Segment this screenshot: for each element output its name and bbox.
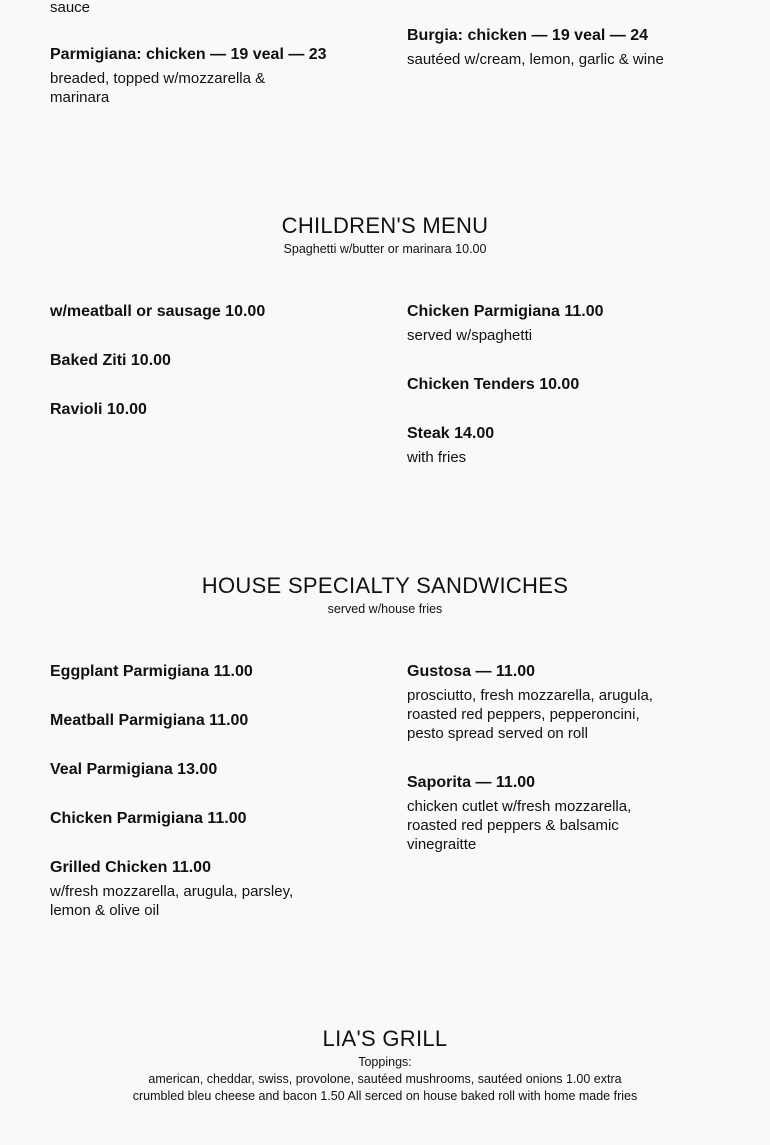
menu-item-description: chicken cutlet w/fresh mozzarella, roasted red peppers & balsamic vinegraitte: [407, 798, 632, 853]
menu-item-name: Gustosa — 11.00: [407, 663, 536, 680]
menu-item-name: w/meatball or sausage 10.00: [50, 303, 266, 320]
menu-item-name: Veal Parmigiana 13.00: [50, 761, 218, 778]
previous-item-description-fragment: sauce: [50, 0, 91, 16]
grill-toppings-label: Toppings:: [358, 1055, 412, 1069]
menu-item-name: Eggplant Parmigiana 11.00: [50, 663, 253, 680]
menu-item: [50, 351, 350, 371]
menu-item-name: Chicken Parmigiana 11.00: [50, 810, 247, 827]
menu-item-name: Grilled Chicken 11.00: [50, 859, 211, 876]
grill-toppings-list: american, cheddar, swiss, provolone, sautéed mushrooms, sautéed onions 1.00 extra: [148, 1072, 622, 1086]
menu-item: [407, 773, 697, 854]
menu-item-name: Parmigiana: chicken — 19 veal — 23: [50, 46, 327, 63]
section-subtitle: Spaghetti w/butter or marinara 10.00: [283, 242, 487, 256]
grill-extras-note: crumbled bleu cheese and bacon 1.50 All serced on house baked roll with home made fries: [132, 1089, 638, 1103]
menu-item-description: served w/spaghetti: [407, 327, 533, 344]
section-subtitle: served w/house fries: [327, 602, 443, 616]
menu-item: [50, 858, 350, 920]
menu-item-name: Ravioli 10.00: [50, 401, 147, 418]
menu-item-name: Meatball Parmigiana 11.00: [50, 712, 249, 729]
menu-item: [407, 662, 697, 743]
menu-item: [50, 809, 350, 829]
menu-item-name: Chicken Parmigiana 11.00: [407, 303, 604, 320]
menu-item-description: prosciutto, fresh mozzarella, arugula, roasted red peppers, pepperoncini, pesto spread served on roll: [407, 687, 653, 742]
menu-item-name: Burgia: chicken — 19 veal — 24: [407, 27, 648, 44]
menu-item-name: Steak 14.00: [407, 425, 495, 442]
menu-item: [50, 302, 350, 322]
menu-item: [50, 760, 350, 780]
menu-item-description: w/fresh mozzarella, arugula, parsley, lemon & olive oil: [50, 883, 294, 919]
menu-item-description: sautéed w/cream, lemon, garlic & wine: [407, 51, 664, 68]
section-title-sandwiches: HOUSE SPECIALTY SANDWICHES: [201, 573, 569, 598]
menu-item-description: with fries: [407, 449, 467, 466]
menu-item: [50, 662, 350, 682]
section-title-lias-grill: LIA'S GRILL: [322, 1026, 448, 1051]
section-title-childrens-menu: CHILDREN'S MENU: [281, 213, 489, 238]
menu-item-name: Saporita — 11.00: [407, 774, 536, 791]
menu-item-description: breaded, topped w/mozzarella & marinara: [50, 70, 266, 106]
menu-item: [50, 711, 350, 731]
menu-item-name: Chicken Tenders 10.00: [407, 376, 580, 393]
menu-item: [407, 375, 697, 395]
menu-item-burgia: [407, 26, 697, 69]
menu-item-name: Baked Ziti 10.00: [50, 352, 171, 369]
menu-item-parmigiana: [50, 45, 350, 107]
menu-item: [50, 400, 350, 420]
menu-item: [407, 302, 697, 345]
menu-item: [407, 424, 697, 467]
